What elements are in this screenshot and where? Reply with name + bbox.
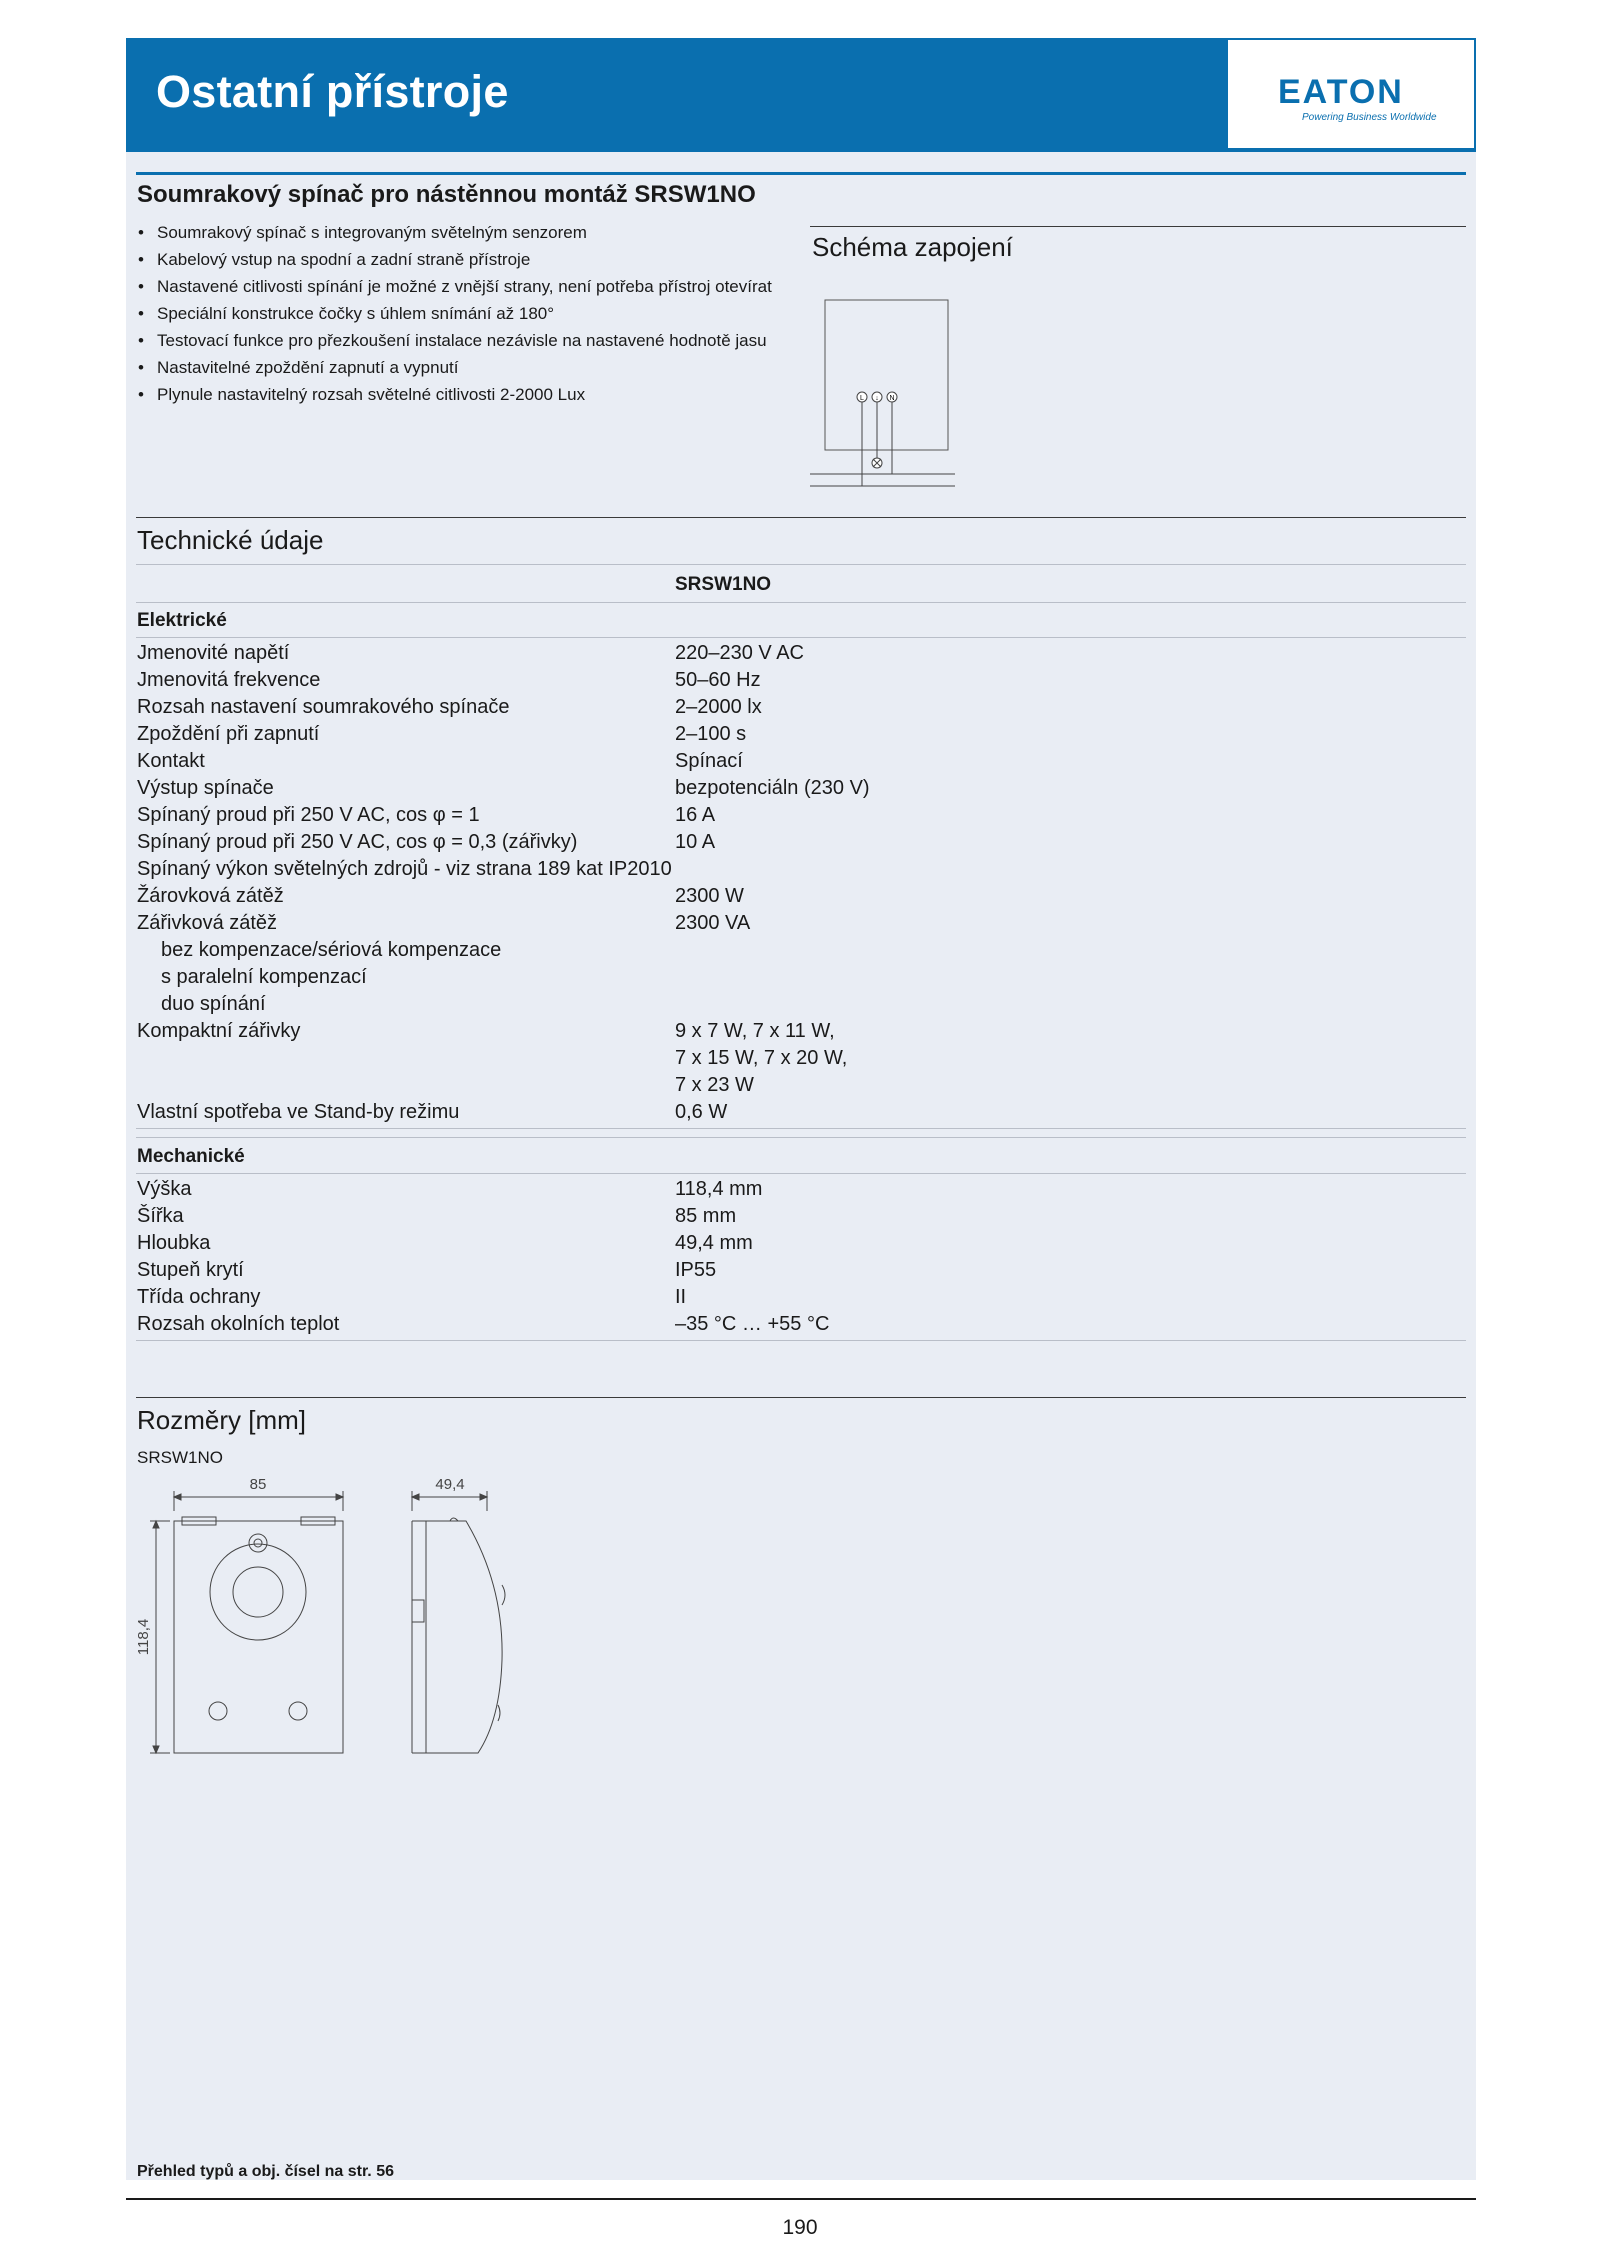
dimension-drawing <box>130 1475 550 1775</box>
content-panel <box>126 152 1476 2180</box>
page-header <box>126 38 1476 152</box>
front-view <box>150 1491 343 1753</box>
feature-item: • Kabelový vstup na spodní a zadní straně přístroje <box>137 246 797 273</box>
terminal-label: L <box>860 395 864 402</box>
dimensions-rule <box>136 1397 1466 1398</box>
dimensions-title: Rozměry [mm] <box>137 1405 306 1435</box>
footer-note: Přehled typů a obj. čísel na str. 56 <box>137 2163 394 2180</box>
wiring-diagram <box>805 295 965 490</box>
spec-subitem: bez kompenzace/sériová kompenzace <box>161 939 502 961</box>
eaton-logo <box>1228 40 1474 148</box>
page-title: Ostatní přístroje <box>156 66 509 117</box>
page-number: 190 <box>782 2216 818 2239</box>
group-electrical: Elektrické <box>137 610 227 631</box>
terminal-label: ↓ <box>875 395 879 402</box>
feature-item: • Plynule nastavitelný rozsah světelné citlivosti 2-2000 Lux <box>137 381 797 408</box>
feature-item: • Testovací funkce pro přezkoušení instalace nezávisle na nastavené hodnotě jasu <box>137 327 797 354</box>
product-title: Soumrakový spínač pro nástěnnou montáž SRSW1NO <box>137 181 756 208</box>
schema-title: Schéma zapojení <box>812 232 1013 262</box>
terminal-label: N <box>889 395 895 402</box>
spec-subitem: duo spínání <box>161 993 266 1015</box>
tech-title: Technické údaje <box>137 525 324 555</box>
side-view <box>412 1491 505 1753</box>
tech-rule <box>136 517 1466 518</box>
spec-subitem: s paralelní kompenzací <box>161 966 367 988</box>
model-column-header: SRSW1NO <box>675 574 772 595</box>
footer-rule <box>126 2198 1476 2200</box>
schema-rule <box>810 226 1466 227</box>
dim-height-label: 118,4 <box>135 1618 152 1656</box>
title-rule <box>136 172 1466 175</box>
logo-wordmark: EATON <box>1278 73 1404 111</box>
feature-item: • Nastavitelné zpoždění zapnutí a vypnutí <box>137 354 797 381</box>
dim-depth-label: 49,4 <box>435 1476 465 1493</box>
feature-item: • Speciální konstrukce čočky s úhlem snímání až 180° <box>137 300 797 327</box>
group-mechanical: Mechanické <box>137 1146 245 1167</box>
dimensions-model: SRSW1NO <box>137 1448 223 1467</box>
dim-width-label: 85 <box>249 1476 267 1493</box>
logo-tagline: Powering Business Worldwide <box>1302 112 1437 123</box>
feature-item: • Nastavené citlivosti spínání je možné z vnější strany, není potřeba přístroj otevírat <box>137 273 797 300</box>
feature-item: • Soumrakový spínač s integrovaným světelným senzorem <box>137 219 797 246</box>
feature-list <box>137 219 797 408</box>
